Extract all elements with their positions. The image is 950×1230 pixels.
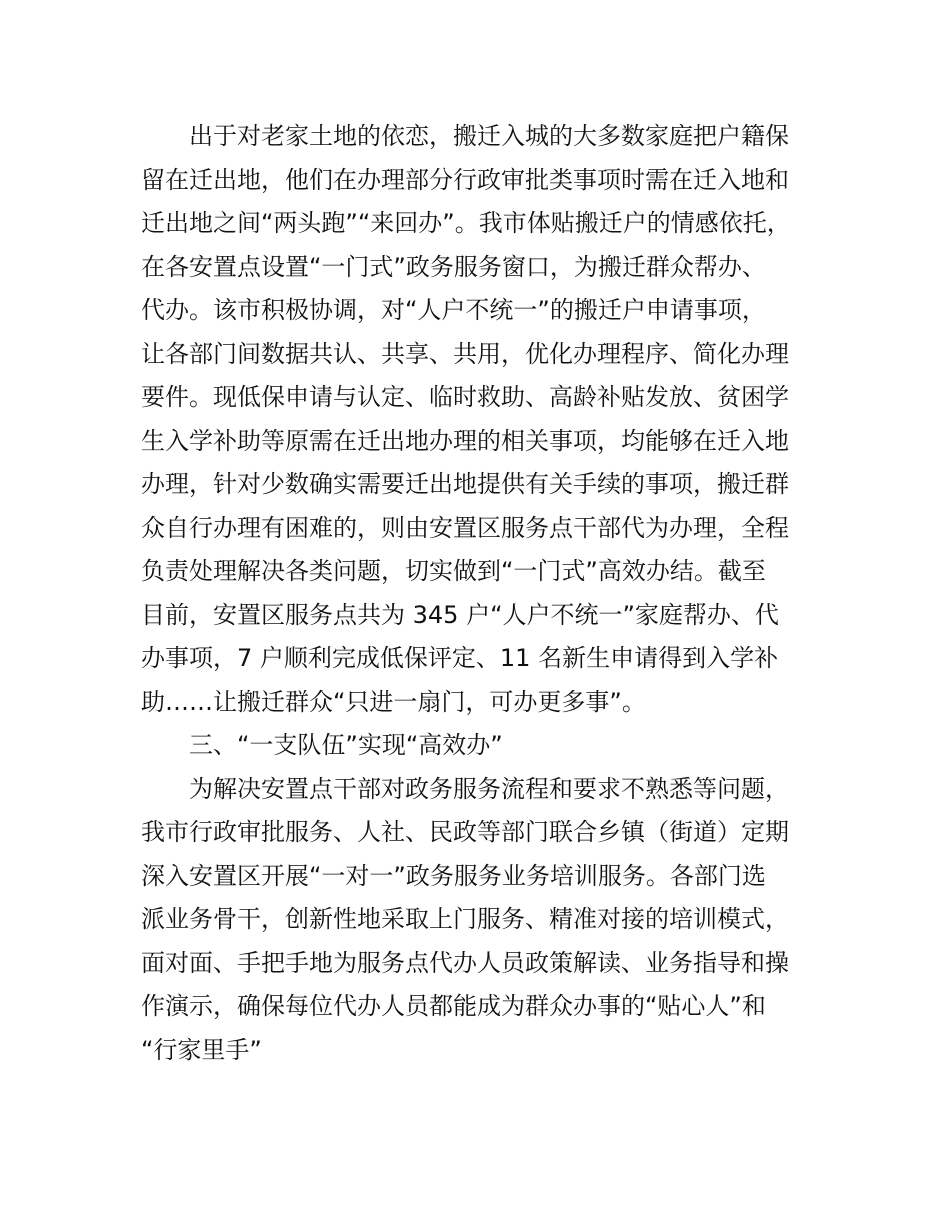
text-line: 派业务骨干，创新性地采取上门服务、精准对接的培训模式，	[141, 905, 789, 933]
document-body	[141, 115, 831, 1072]
text-line: 负责处理解决各类问题，切实做到“一门式”高效办结。截至	[141, 557, 766, 585]
section-heading	[141, 724, 831, 768]
text-line: 代办。该市积极协调，对“人户不统一”的搬迁户申请事项，	[141, 296, 766, 324]
text-line: 众自行办理有困难的，则由安置区服务点干部代为办理，全程	[141, 513, 789, 542]
text-line: 迁出地之间“两头跑”“来回办”。我市体贴搬迁户的情感依托，	[141, 209, 791, 237]
text-line: 面对面、手把手地为服务点代办人员政策解读、业务指导和操	[141, 948, 789, 977]
text-line: 生入学补助等原需在迁出地办理的相关事项，均能够在迁入地	[141, 426, 789, 455]
text-line: 要件。现低保申请与认定、临时救助、高龄补贴发放、贫困学	[141, 383, 789, 411]
text-line: 在各安置点设置“一门式”政务服务窗口，为搬迁群众帮办、	[141, 252, 766, 281]
section-heading-text: 三、“一支队伍”实现“高效办”	[189, 731, 503, 759]
text-line: 作演示，确保每位代办人员都能成为群众办事的“贴心人”和	[141, 992, 766, 1020]
text-line: 我市行政审批服务、人社、民政等部门联合乡镇（街道）定期	[141, 818, 789, 846]
text-line: 为解决安置点干部对政务服务流程和要求不熟悉等问题，	[189, 774, 789, 803]
text-line: 办事项，7 户顺利完成低保评定、11 名新生申请得到入学补	[141, 644, 779, 672]
text-line: 助……让搬迁群众“只进一扇门，可办更多事”。	[141, 687, 646, 716]
paragraph-training-team	[141, 768, 831, 1073]
text-line: 留在迁出地，他们在办理部分行政审批类事项时需在迁入地和	[141, 165, 789, 194]
text-line: “行家里手”	[141, 1035, 262, 1064]
text-line: 出于对老家土地的依恋，搬迁入城的大多数家庭把户籍保	[189, 122, 789, 150]
paragraph-relocation-services	[141, 115, 831, 724]
text-line: 办理，针对少数确实需要迁出地提供有关手续的事项，搬迁群	[141, 470, 789, 498]
text-line: 让各部门间数据共认、共享、共用，优化办理程序、简化办理	[141, 339, 789, 368]
text-line: 深入安置区开展“一对一”政务服务业务培训服务。各部门选	[141, 861, 766, 890]
text-line: 目前，安置区服务点共为 345 户“人户不统一”家庭帮办、代	[141, 600, 779, 629]
